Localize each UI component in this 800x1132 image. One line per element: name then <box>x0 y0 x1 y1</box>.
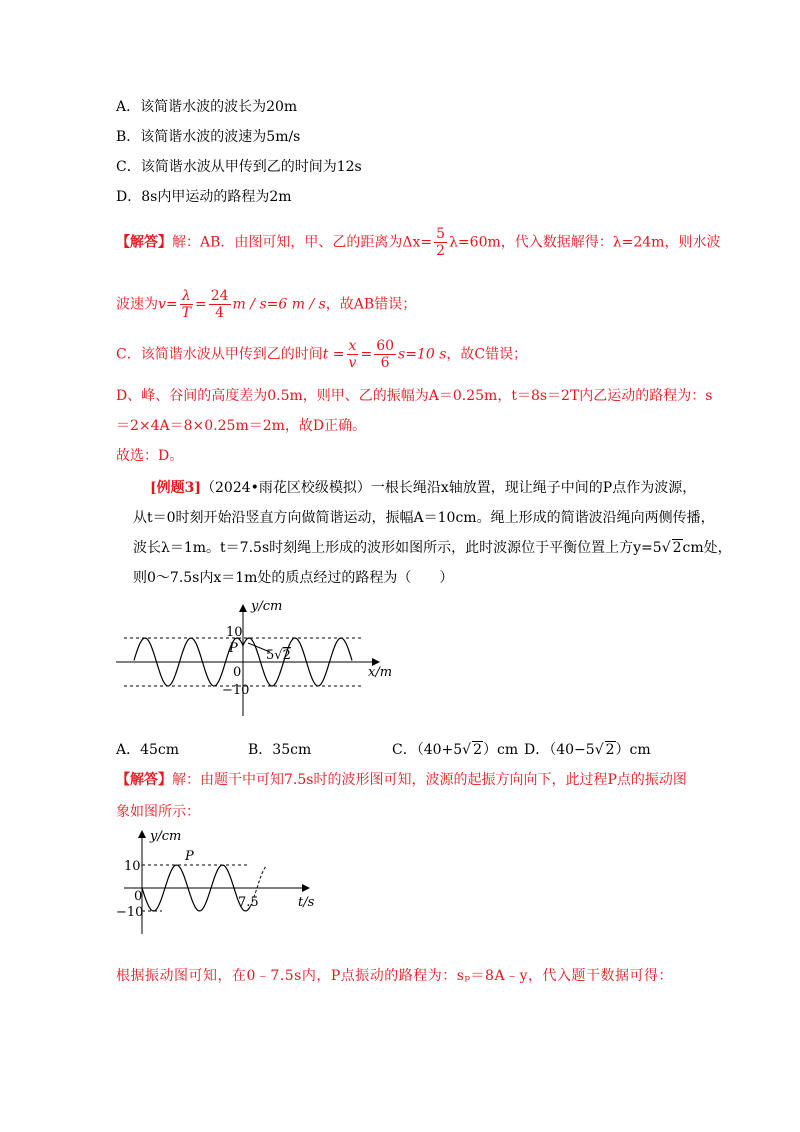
solution1-line2: 波速为v= $\frac{\lambda}{T}$ = $\frac{24}{4}$ m / s=6 m / s，故AB错误； <box>116 288 417 321</box>
solution3-line1: 【解答】解：由题干中可知7.5s时的波形图可知，波源的起振方向向下，此过程P点的振动图 <box>116 772 687 788</box>
fraction: $\frac{24}{4}$ <box>210 288 229 321</box>
option3-b: B．35cm <box>248 742 312 758</box>
point-p-label: P <box>229 641 238 656</box>
fraction: $\frac{5}{2}$ <box>436 226 446 259</box>
y-tick-minus10: −10 <box>116 905 144 920</box>
option-c: C．该简谐水波从甲传到乙的时间为12s <box>116 159 362 175</box>
example3-line4: 则0～7.5s内x＝1m处的质点经过的路程为（ ） <box>133 570 454 586</box>
annotation-label: 5√2 <box>266 648 291 663</box>
option-b: B．该简谐水波的波速为5m/s <box>116 129 301 145</box>
y-tick-10: 10 <box>226 625 243 640</box>
solution3-line3: 根据振动图可知，在0﹣7.5s内，P点振动的路程为：sₚ＝8A﹣y，代入题干数据可得： <box>116 968 673 984</box>
example3-line1: [例题3]（2024•雨花区校级模拟）一根长绳沿x轴放置，现让绳子中间的P点作为波源， <box>150 480 697 496</box>
origin-label: 0 <box>134 889 143 904</box>
example3-line3: 波长λ＝1m。t＝7.5s时刻绳上形成的波形如图所示，此时波源位于平衡位置上方y=5√ 2cm处， <box>133 540 732 556</box>
y-tick-10: 10 <box>124 859 141 874</box>
point-p-label: P <box>185 849 194 864</box>
fraction: $\frac{60}{6}$ <box>376 338 395 371</box>
option3-a: A．45cm <box>116 742 180 758</box>
option3-d: D．（40−5√ 2）cm <box>524 742 651 758</box>
example-tag: [例题3] <box>150 480 201 496</box>
solution1-line4: D、峰、谷间的高度差为0.5m，则甲、乙的振幅为A＝0.25m，t＝8s＝2T内乙运动的路程为：s <box>116 388 713 404</box>
option3-c: C．（40+5√ 2）cm <box>392 742 519 758</box>
origin-label: 0 <box>233 665 242 680</box>
solution1-choice: 故选：D。 <box>116 448 184 464</box>
x-axis-label: x/m <box>368 665 393 680</box>
option-d: D．8s内甲运动的路程为2m <box>116 189 292 205</box>
solution3-line2: 象如图所示： <box>116 804 200 820</box>
solution1-line3: C．该简谐水波从甲传到乙的时间t = $\frac{x}{v}$ = $\frac{60}{6}$ s=10 s，故C错误； <box>116 338 528 371</box>
t-axis-label: t/s <box>298 895 315 910</box>
solution1-line5: ＝2×4A＝8×0.25m＝2m，故D正确。 <box>116 418 367 434</box>
t-tick-7.5: 7.5 <box>238 895 259 910</box>
solution1-line1: 【解答】解：AB．由图可知，甲、乙的距离为Δx= $\frac{5}{2}$ λ=60m，代入数据解得：λ=24m，则水波 <box>116 226 721 259</box>
example3-line2: 从t＝0时刻开始沿竖直方向做简谐运动，振幅A＝10cm。绳上形成的简谐波沿绳向两侧传播， <box>133 510 715 526</box>
fraction: $\frac{\lambda}{T}$ <box>181 288 191 321</box>
y-axis-arrow <box>239 604 247 612</box>
y-axis-arrow <box>138 830 146 838</box>
y-axis-label: y/cm <box>150 829 182 844</box>
t-axis-arrow <box>302 884 310 892</box>
fraction: $\frac{x}{v}$ <box>348 338 357 371</box>
vibration-figure <box>110 826 340 938</box>
option-a: A．该简谐水波的波长为20m <box>116 99 298 115</box>
y-tick-minus10: −10 <box>222 683 250 698</box>
answer-tag: 【解答】 <box>116 234 172 251</box>
wave-figure <box>110 598 410 720</box>
y-axis-label: y/cm <box>251 599 283 614</box>
